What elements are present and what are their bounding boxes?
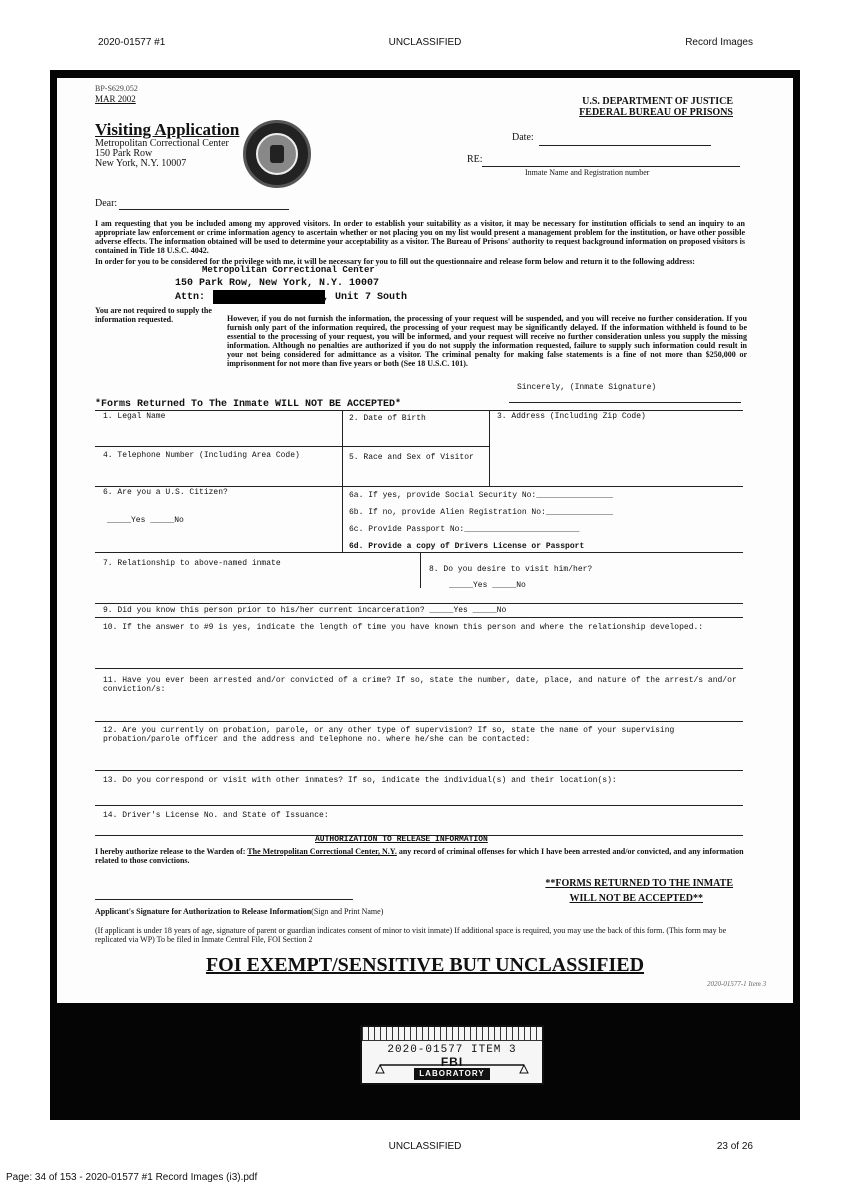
- signature-label-bold: Applicant's Signature for Authorization to Release Information: [95, 907, 312, 916]
- dear-line[interactable]: [119, 209, 289, 210]
- grid-line: [95, 617, 743, 618]
- q2-date-of-birth: 2. Date of Birth: [349, 414, 426, 423]
- q12-supervision: 12. Are you currently on probation, parole, or any other type of supervision? If so, state the name of your supervising probation/parole officer and the address and telephone no. where he/she can be contacted:: [103, 726, 675, 744]
- q6c-passport: 6c. Provide Passport No:________________________: [349, 525, 580, 534]
- ruler-icon: [362, 1027, 542, 1041]
- form-title: Visiting Application: [95, 120, 240, 139]
- date-label: Date:: [512, 132, 534, 143]
- grid-line: [420, 552, 421, 588]
- grid-line: [95, 486, 743, 487]
- forms-returned-notice: *Forms Returned To The Inmate WILL NOT BE ACCEPTED*: [95, 399, 402, 410]
- dear-label: Dear:: [95, 198, 118, 209]
- agency-line-2: FEDERAL BUREAU OF PRISONS: [579, 107, 733, 118]
- form-date: MAR 2002: [95, 94, 136, 104]
- q8-desire-visit: 8. Do you desire to visit him/her?: [429, 565, 593, 574]
- authorization-institution: The Metropolitan Correctional Center, N.Y.: [247, 847, 397, 856]
- authorization-lead: I hereby authorize release to the Warden of:: [95, 847, 246, 856]
- viewer-status-bar: Page: 34 of 153 - 2020-01577 #1 Record Images (i3).pdf: [6, 1172, 258, 1183]
- re-label: RE:: [467, 154, 483, 165]
- q9-prior-knowledge: 9. Did you know this person prior to his/her current incarceration? _____Yes _____No: [103, 606, 507, 615]
- grid-line: [95, 770, 743, 771]
- q5-race-sex: 5. Race and Sex of Visitor: [349, 453, 474, 462]
- grid-line: [95, 805, 743, 806]
- grid-line: [95, 410, 743, 411]
- q10-relationship-length: 10. If the answer to #9 is yes, indicate the length of time you have known this person and where the relationship developed.:: [103, 623, 704, 632]
- re-line[interactable]: [482, 166, 740, 167]
- attn-suffix: , Unit 7 South: [323, 292, 408, 303]
- q1-legal-name: 1. Legal Name: [103, 412, 166, 421]
- fbi-evidence-label: [360, 1025, 544, 1085]
- q4-telephone: 4. Telephone Number (Including Area Code): [103, 451, 300, 460]
- not-required-body: However, if you do not furnish the information, the processing of your request will be suspended, and you will receive no further consideration. If you furnish only part of the information required, the processing of your request may be significantly delayed. If the information withheld is found to be essential to the processing of your request, you will be informed, and your request will receive no further consideration unless you supply the missing information. Although no penalties are authorized if you do not supply the information requested, failure to supply such information could result in your not being considered for admittance as a visitor. The criminal penalty for making false statements is a fine of not more than $250,000 or imprisonment for not more than five years or both (See 18 U.S.C. 101).: [227, 314, 747, 368]
- authorization-text: [95, 847, 745, 865]
- evidence-item-text: 2020-01577 ITEM 3: [387, 1044, 517, 1056]
- doj-seal-icon: [243, 120, 311, 188]
- grid-line: [342, 410, 343, 552]
- scanned-document: [50, 70, 800, 1120]
- date-line[interactable]: [539, 145, 711, 146]
- address-line: Metropolitan Correctional Center: [95, 138, 229, 149]
- applicant-signature-line[interactable]: [95, 899, 353, 900]
- header-record-type: Record Images: [685, 37, 753, 48]
- forms-returned-line-2: WILL NOT BE ACCEPTED**: [569, 893, 703, 904]
- q14-drivers-license: 14. Driver's License No. and State of Issuance:: [103, 811, 329, 820]
- mail-address-line-2: 150 Park Row, New York, N.Y. 10007: [175, 278, 380, 289]
- q8-yes-no: _____Yes _____No: [449, 581, 526, 590]
- grid-line: [95, 552, 743, 553]
- address-line: New York, N.Y. 10007: [95, 158, 187, 169]
- grid-line: [489, 410, 490, 487]
- fbi-text: FBI: [440, 1055, 464, 1069]
- authorization-tail: any record of criminal offenses for which I have been arrested and/or convicted, and any information related to those convictions.: [95, 847, 744, 865]
- foi-exempt-stamp: FOI EXEMPT/SENSITIVE BUT UNCLASSIFIED: [205, 954, 645, 976]
- institution-address: [95, 139, 229, 169]
- order-paragraph: In order for you to be considered for the privilege with me, it will be necessary for you to fill out the questionnaire and release form below and return it to the following address:: [95, 257, 695, 266]
- laboratory-text: LABORATORY: [419, 1069, 485, 1078]
- minor-note: (If applicant is under 18 years of age, signature of parent or guardian indicates consent of minor to visit inmate) If additional space is required, you may use the back of this form. (This form may be replicated via WP) To be filed in Inmate Central File, FOI Section 2: [95, 926, 727, 944]
- grid-line: [95, 603, 743, 604]
- mail-address-line-1: Metropolitan Correctional Center: [202, 265, 375, 275]
- intro-paragraph: I am requesting that you be included among my approved visitors. In order to establish your suitability as a visitor, it may be necessary for institution officials to send an inquiry to an appropriate law enforcement or crime information agency to ascertain whether or not placing you on my list would present a management problem for the institution, or have other possible adverse effects. The information obtained will be used to determine your acceptability as a visitor. The Bureau of Prisons' authority to request background information on proposed visitors is contained in Title 18 U.S.C. 4042.: [95, 219, 745, 255]
- authorization-heading: AUTHORIZATION TO RELEASE INFORMATION: [315, 835, 488, 844]
- q3-address: 3. Address (Including Zip Code): [497, 412, 646, 421]
- header-file-id: 2020-01577 #1: [98, 37, 166, 48]
- sincerely-line: Sincerely, (Inmate Signature): [517, 383, 657, 392]
- q7-relationship: 7. Relationship to above-named inmate: [103, 559, 281, 568]
- inmate-signature-line[interactable]: [509, 402, 741, 403]
- q6b-alien-reg: 6b. If no, provide Alien Registration No:______________: [349, 508, 614, 517]
- grid-line: [95, 446, 489, 447]
- q6d-license-copy: 6d. Provide a copy of Drivers License or Passport: [349, 542, 585, 551]
- address-line: 150 Park Row: [95, 148, 153, 159]
- q6a-ssn: 6a. If yes, provide Social Security No:________________: [349, 491, 614, 500]
- not-required-lead: You are not required to supply the information requested.: [95, 306, 212, 324]
- forms-returned-line-1: **FORMS RETURNED TO THE INMATE: [545, 878, 733, 889]
- q6-citizen: 6. Are you a U.S. Citizen?: [103, 488, 228, 497]
- handwritten-margin-note: 2020-01577-1 Item 3: [707, 980, 767, 988]
- q13-other-inmates: 13. Do you correspond or visit with other inmates? If so, indicate the individual(s) and their location(s):: [103, 776, 617, 785]
- agency-line-1: U.S. DEPARTMENT OF JUSTICE: [582, 96, 733, 107]
- redaction-bar: [213, 290, 325, 304]
- form-code: BP-S629.052: [95, 84, 138, 93]
- q6-yes-no: _____Yes _____No: [107, 516, 184, 525]
- visiting-application-form: [57, 78, 793, 1003]
- footer-classification: UNCLASSIFIED: [388, 1141, 462, 1152]
- header-classification: UNCLASSIFIED: [388, 37, 462, 48]
- grid-line: [95, 668, 743, 669]
- footer-page-count: 23 of 26: [716, 1141, 753, 1152]
- re-sublabel: Inmate Name and Registration number: [525, 168, 650, 177]
- q11-arrests: 11. Have you ever been arrested and/or convicted of a crime? If so, state the number, date, place, and nature of the arrest/s and/or conviction/s:: [103, 676, 737, 694]
- signature-label: [95, 907, 383, 916]
- signature-label-tail: (Sign and Print Name): [311, 907, 384, 916]
- attn-label: Attn:: [175, 292, 206, 303]
- grid-line: [95, 721, 743, 722]
